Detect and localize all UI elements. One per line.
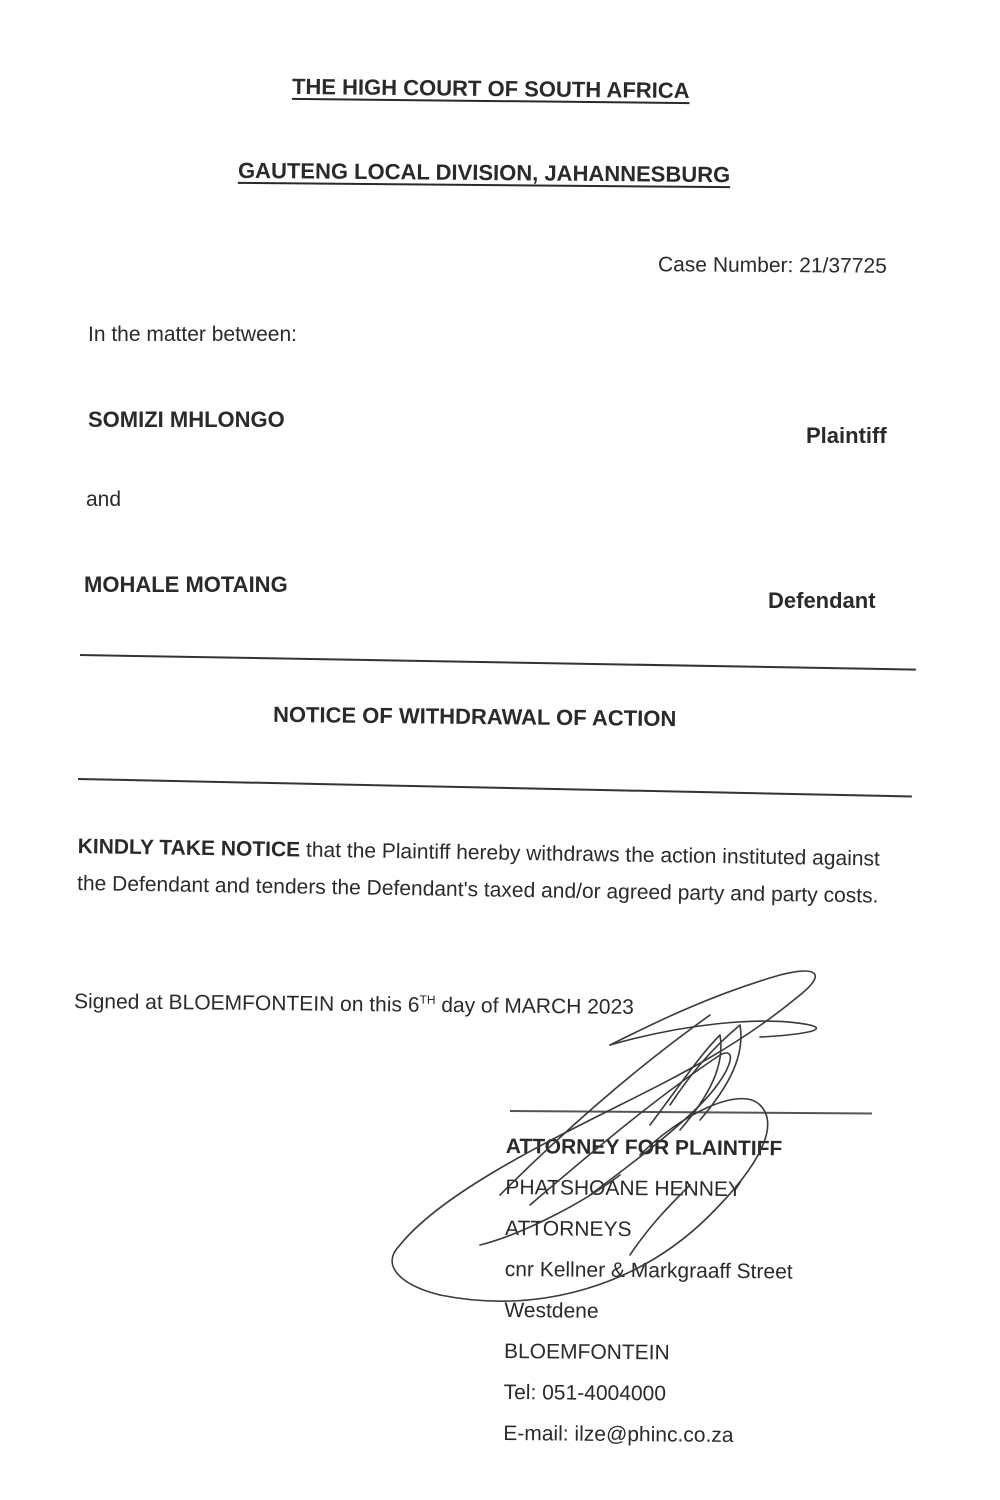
notice-body — [77, 828, 908, 915]
signed-prefix: Signed at BLOEMFONTEIN on this 6 — [73, 990, 420, 1017]
attorney-suburb: Westdene — [504, 1298, 599, 1323]
divider-top — [80, 654, 916, 671]
notice-text: that the Plaintiff hereby withdraws the action instituted against the Defendant and tenders the Defendant's taxed and/or agreed party and party costs. — [76, 838, 881, 908]
attorney-tel: Tel: 051-4004000 — [503, 1380, 667, 1406]
matter-between-label: In the matter between: — [88, 323, 297, 346]
case-number: Case Number: 21/37725 — [657, 253, 887, 278]
defendant-name: MOHALE MOTAING — [84, 572, 288, 597]
attorney-email: E-mail: ilze@phinc.co.za — [503, 1421, 734, 1447]
attorney-block — [503, 1126, 794, 1456]
notice-lead: KINDLY TAKE NOTICE — [77, 834, 301, 862]
attorney-role: ATTORNEY FOR PLAINTIFF — [505, 1134, 783, 1161]
signed-superscript: TH — [419, 992, 436, 1007]
signed-line — [74, 989, 634, 1020]
attorney-street: cnr Kellner & Markgraaff Street — [504, 1257, 793, 1284]
court-division: GAUTENG LOCAL DIVISION, JAHANNESBURG — [237, 157, 731, 188]
attorney-firm-line1: PHATSHOANE HENNEY — [505, 1175, 743, 1202]
conjunction: and — [86, 488, 122, 511]
plaintiff-role-label: Plaintiff — [806, 423, 887, 448]
signed-suffix: day of MARCH 2023 — [435, 993, 635, 1019]
divider-bottom — [78, 778, 912, 797]
attorney-firm-line2: ATTORNEYS — [505, 1216, 632, 1242]
plaintiff-name: SOMIZI MHLONGO — [88, 407, 285, 432]
signature-line — [510, 1110, 872, 1114]
court-title: THE HIGH COURT OF SOUTH AFRICA — [291, 73, 690, 104]
notice-title: NOTICE OF WITHDRAWAL OF ACTION — [272, 701, 677, 732]
defendant-role-label: Defendant — [768, 588, 876, 613]
attorney-city: BLOEMFONTEIN — [503, 1339, 670, 1365]
